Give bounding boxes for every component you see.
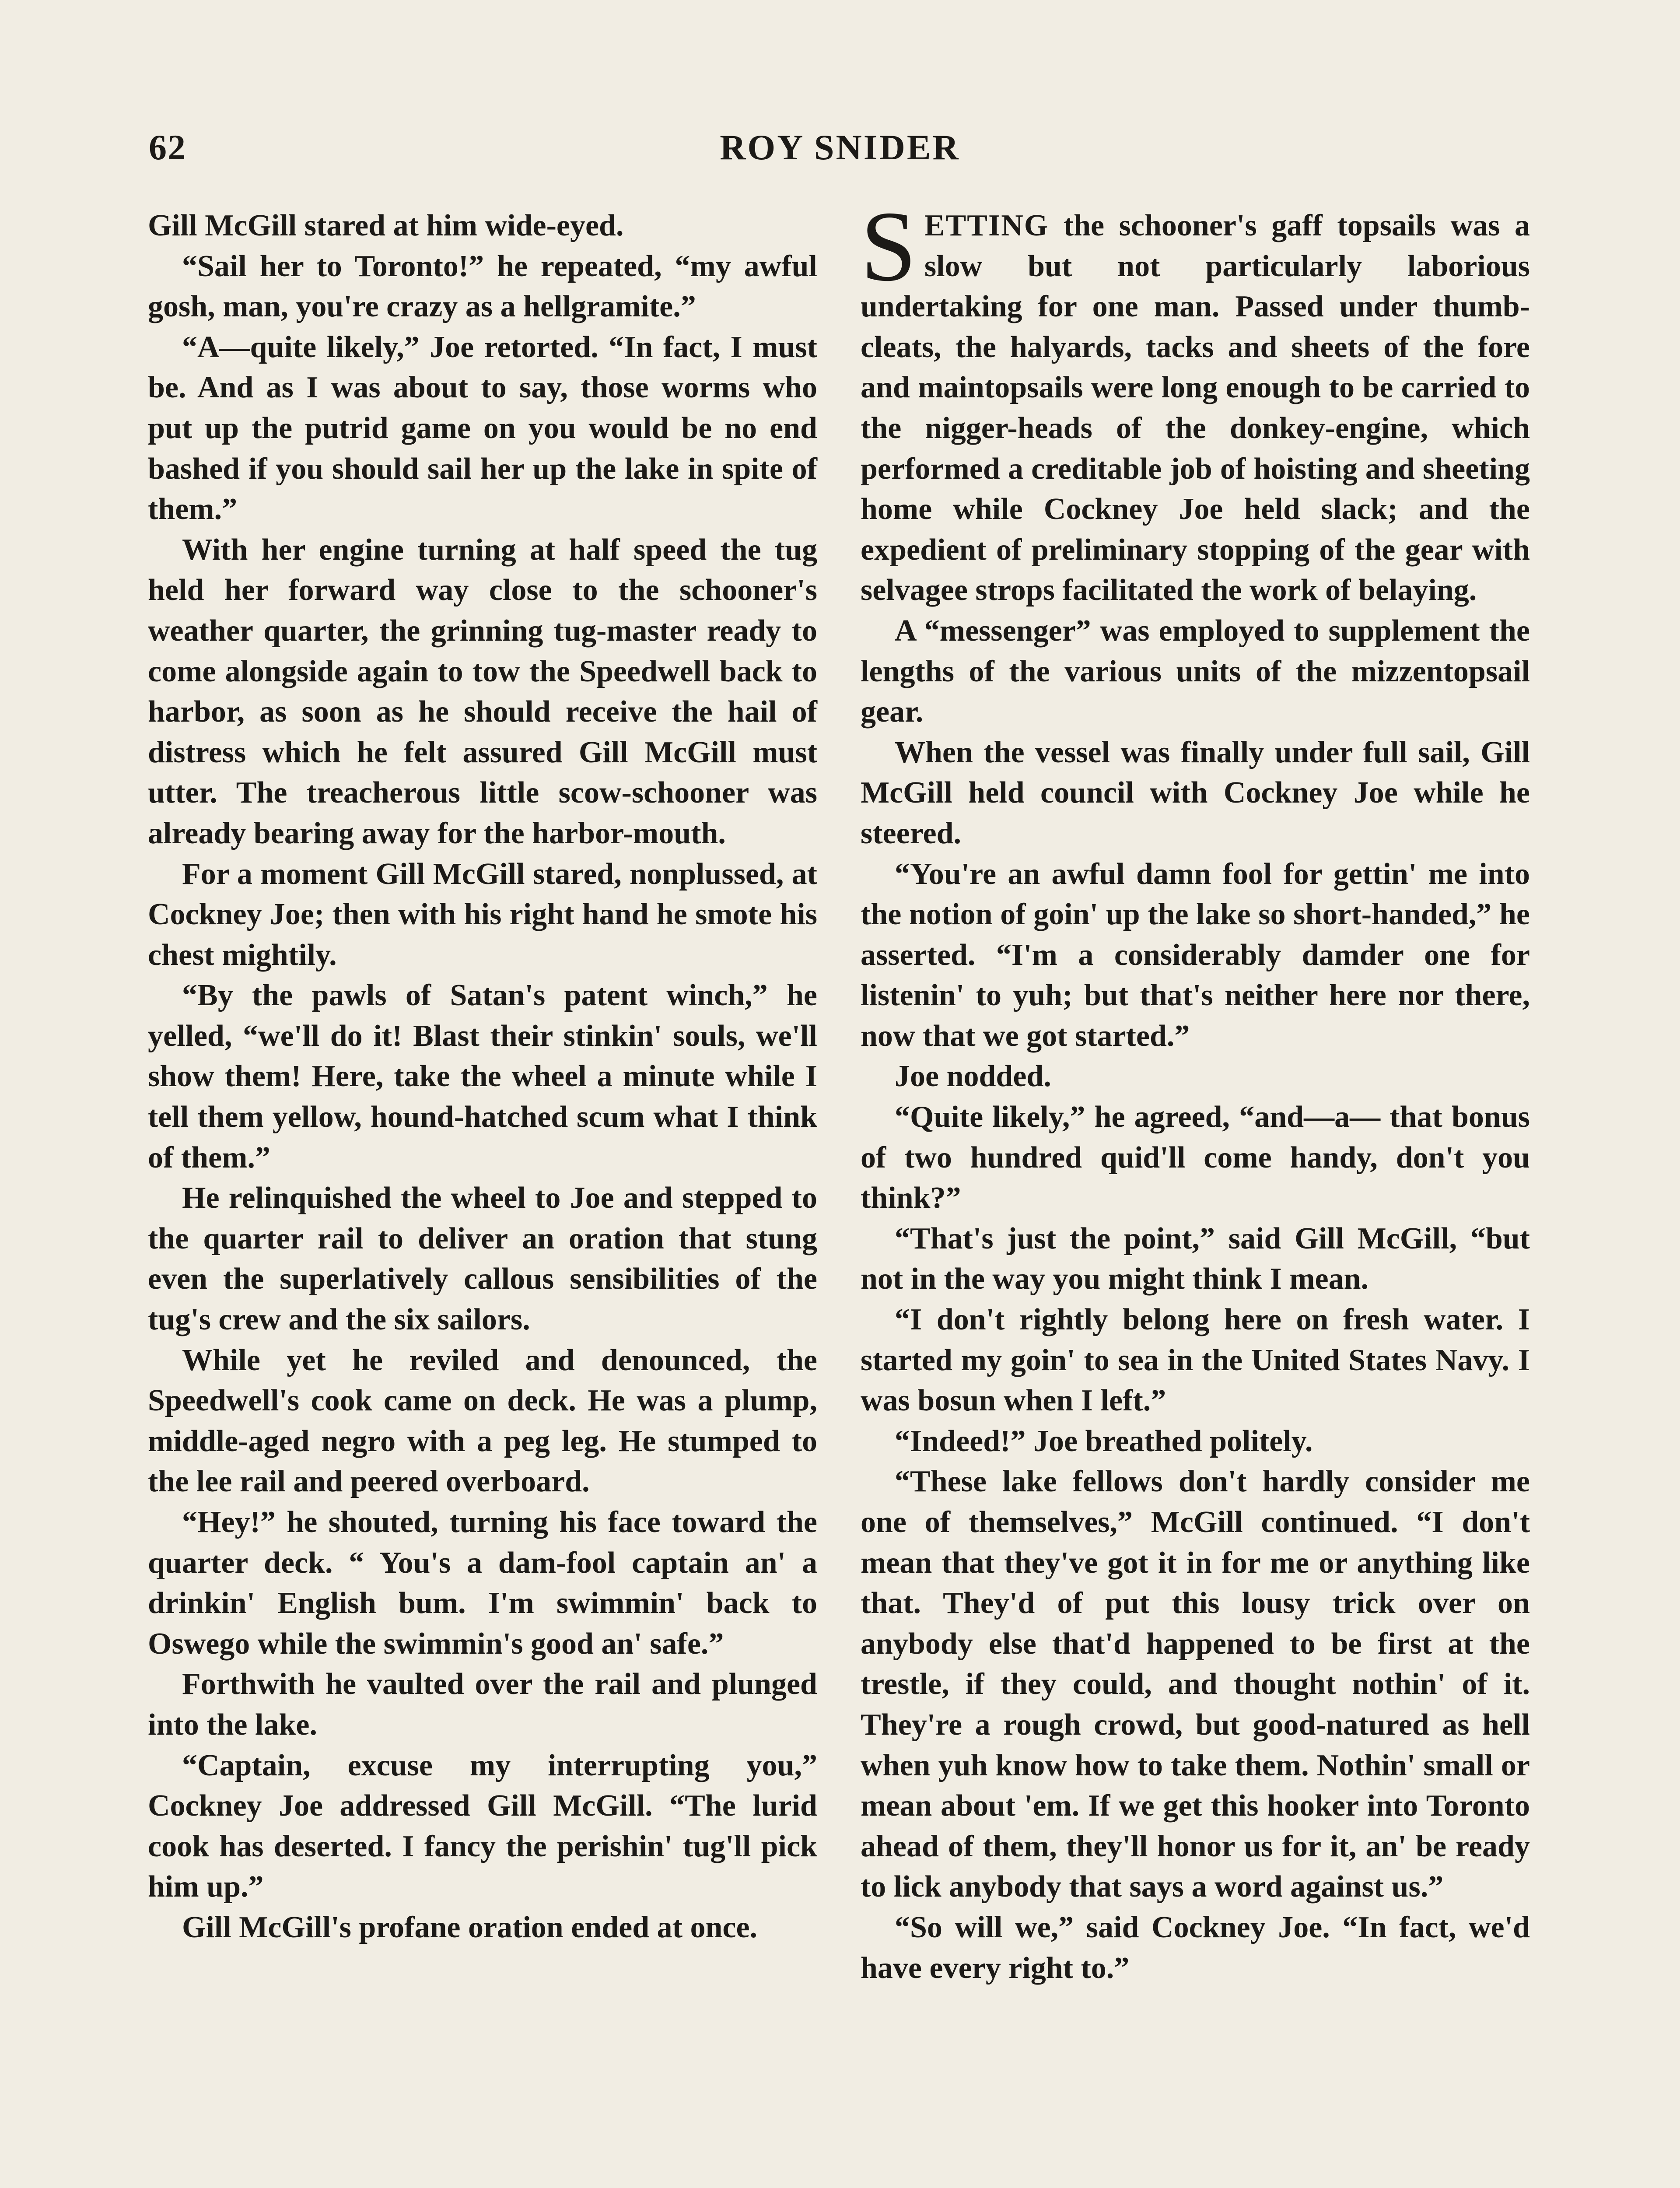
right-column	[861, 190, 1530, 1988]
drop-cap: S	[861, 190, 917, 302]
paragraph: While yet he reviled and denounced, the Speedwell's cook came on deck. He was a plump, middle-aged negro with a peg leg. He stumped to the lee rail and peered overboard.	[148, 1343, 817, 1499]
paragraph: Gill McGill stared at him wide-eyed.	[148, 209, 624, 242]
paragraph: Joe nodded.	[895, 1059, 1051, 1094]
opening-caps: ETTING	[924, 209, 1049, 242]
running-head: ROY SNIDER	[720, 127, 960, 167]
paragraph: A “messenger” was employed to supplement the lengths of the various units of the mizzentopsail gear.	[861, 614, 1530, 729]
paragraph: “You're an awful damn fool for gettin' me into the notion of goin' up the lake so short-handed,” he asserted. “I'm a considerably damder one for listenin' to yuh; but that's neither here nor there, now that we got started.”	[861, 857, 1530, 1053]
paragraph: Forthwith he vaulted over the rail and plunged into the lake.	[148, 1667, 817, 1742]
paragraph: “Hey!” he shouted, turning his face toward the quarter deck. “ You's a dam-fool captain an' a drinkin' English bum. I'm swimmin' back to Oswego while the swimmin's good an' safe.”	[148, 1505, 817, 1661]
paragraph: “That's just the point,” said Gill McGill, “but not in the way you might think I mean.	[861, 1221, 1530, 1296]
paragraph: “So will we,” said Cockney Joe. “In fact, we'd have every right to.”	[861, 1910, 1530, 1985]
paragraph: When the vessel was finally under full sail, Gill McGill held council with Cockney Joe while he steered.	[861, 735, 1530, 850]
paragraph: “These lake fellows don't hardly consider me one of themselves,” McGill continued. “I don't mean that they've got it in for me or anything like that. They'd of put this lousy trick over on anybody else that'd happened to be first at the trestle, if they could, and thought nothin' of it. They're a rough crowd, but good-natured as hell when yuh know how to take them. Nothin' small or mean about 'em. If we get this hooker into Toronto ahead of them, they'll honor us for it, an' be ready to lick anybody that says a word against us.”	[861, 1465, 1530, 1904]
left-column	[148, 206, 817, 1948]
paragraph: “Sail her to Toronto!” he repeated, “my awful gosh, man, you're crazy as a hellgramite.”	[148, 249, 817, 324]
paragraph: “A—quite likely,” Joe retorted. “In fact, I must be. And as I was about to say, those worms who put up the putrid game on you would be no end bashed if you should sail her up the lake in spite of them.”	[148, 330, 817, 526]
paragraph: “Captain, excuse my interrupting you,” Cockney Joe addressed Gill McGill. “The lurid cook has deserted. I fancy the perishin' tug'll pick him up.”	[148, 1748, 817, 1904]
paragraph: Gill McGill's profane oration ended at once.	[182, 1910, 758, 1944]
paragraph: “Indeed!” Joe breathed politely.	[895, 1424, 1313, 1458]
page-number: 62	[149, 127, 186, 167]
paragraph: He relinquished the wheel to Joe and stepped to the quarter rail to deliver an oration that stung even the superlatively callous sensibilities of the tug's crew and the six sailors.	[148, 1181, 817, 1337]
paragraph: With her engine turning at half speed the tug held her forward way close to the schooner's weather quarter, the grinning tug-master ready to come alongside again to tow the Speedwell back to harbor, as soon as he should receive the hail of distress which he felt assured Gill McGill must utter. The treacherous little scow-schooner was already bearing away for the harbor-mouth.	[148, 533, 817, 850]
paragraph: “I don't rightly belong here on fresh water. I started my goin' to sea in the United States Navy. I was bosun when I left.”	[861, 1303, 1530, 1418]
paragraph: “By the pawls of Satan's patent winch,” he yelled, “we'll do it! Blast their stinkin' souls, we'll show them! Here, take the wheel a minute while I tell them yellow, hound-hatched scum what I think of them.”	[148, 978, 817, 1175]
page-header	[0, 0, 1680, 210]
opening-paragraph	[861, 190, 1530, 611]
paragraph: “Quite likely,” he agreed, “and—a— that bonus of two hundred quid'll come handy, don't you think?”	[861, 1100, 1530, 1215]
paragraph: For a moment Gill McGill stared, nonplussed, at Cockney Joe; then with his right hand he smote his chest mightily.	[148, 857, 817, 972]
opening-text: the schooner's gaff topsails was a slow but not particularly laborious undertaking for one man. Passed under thumb-cleats, the halyards, tacks and sheets of the fore and maintopsails were long enough to be carried to the nigger-heads of the donkey-engine, which performed a creditable job of hoisting and sheeting home while Cockney Joe held slack; and the expedient of preliminary stopping of the gear with selvagee strops facilitated the work of belaying.	[861, 209, 1530, 607]
